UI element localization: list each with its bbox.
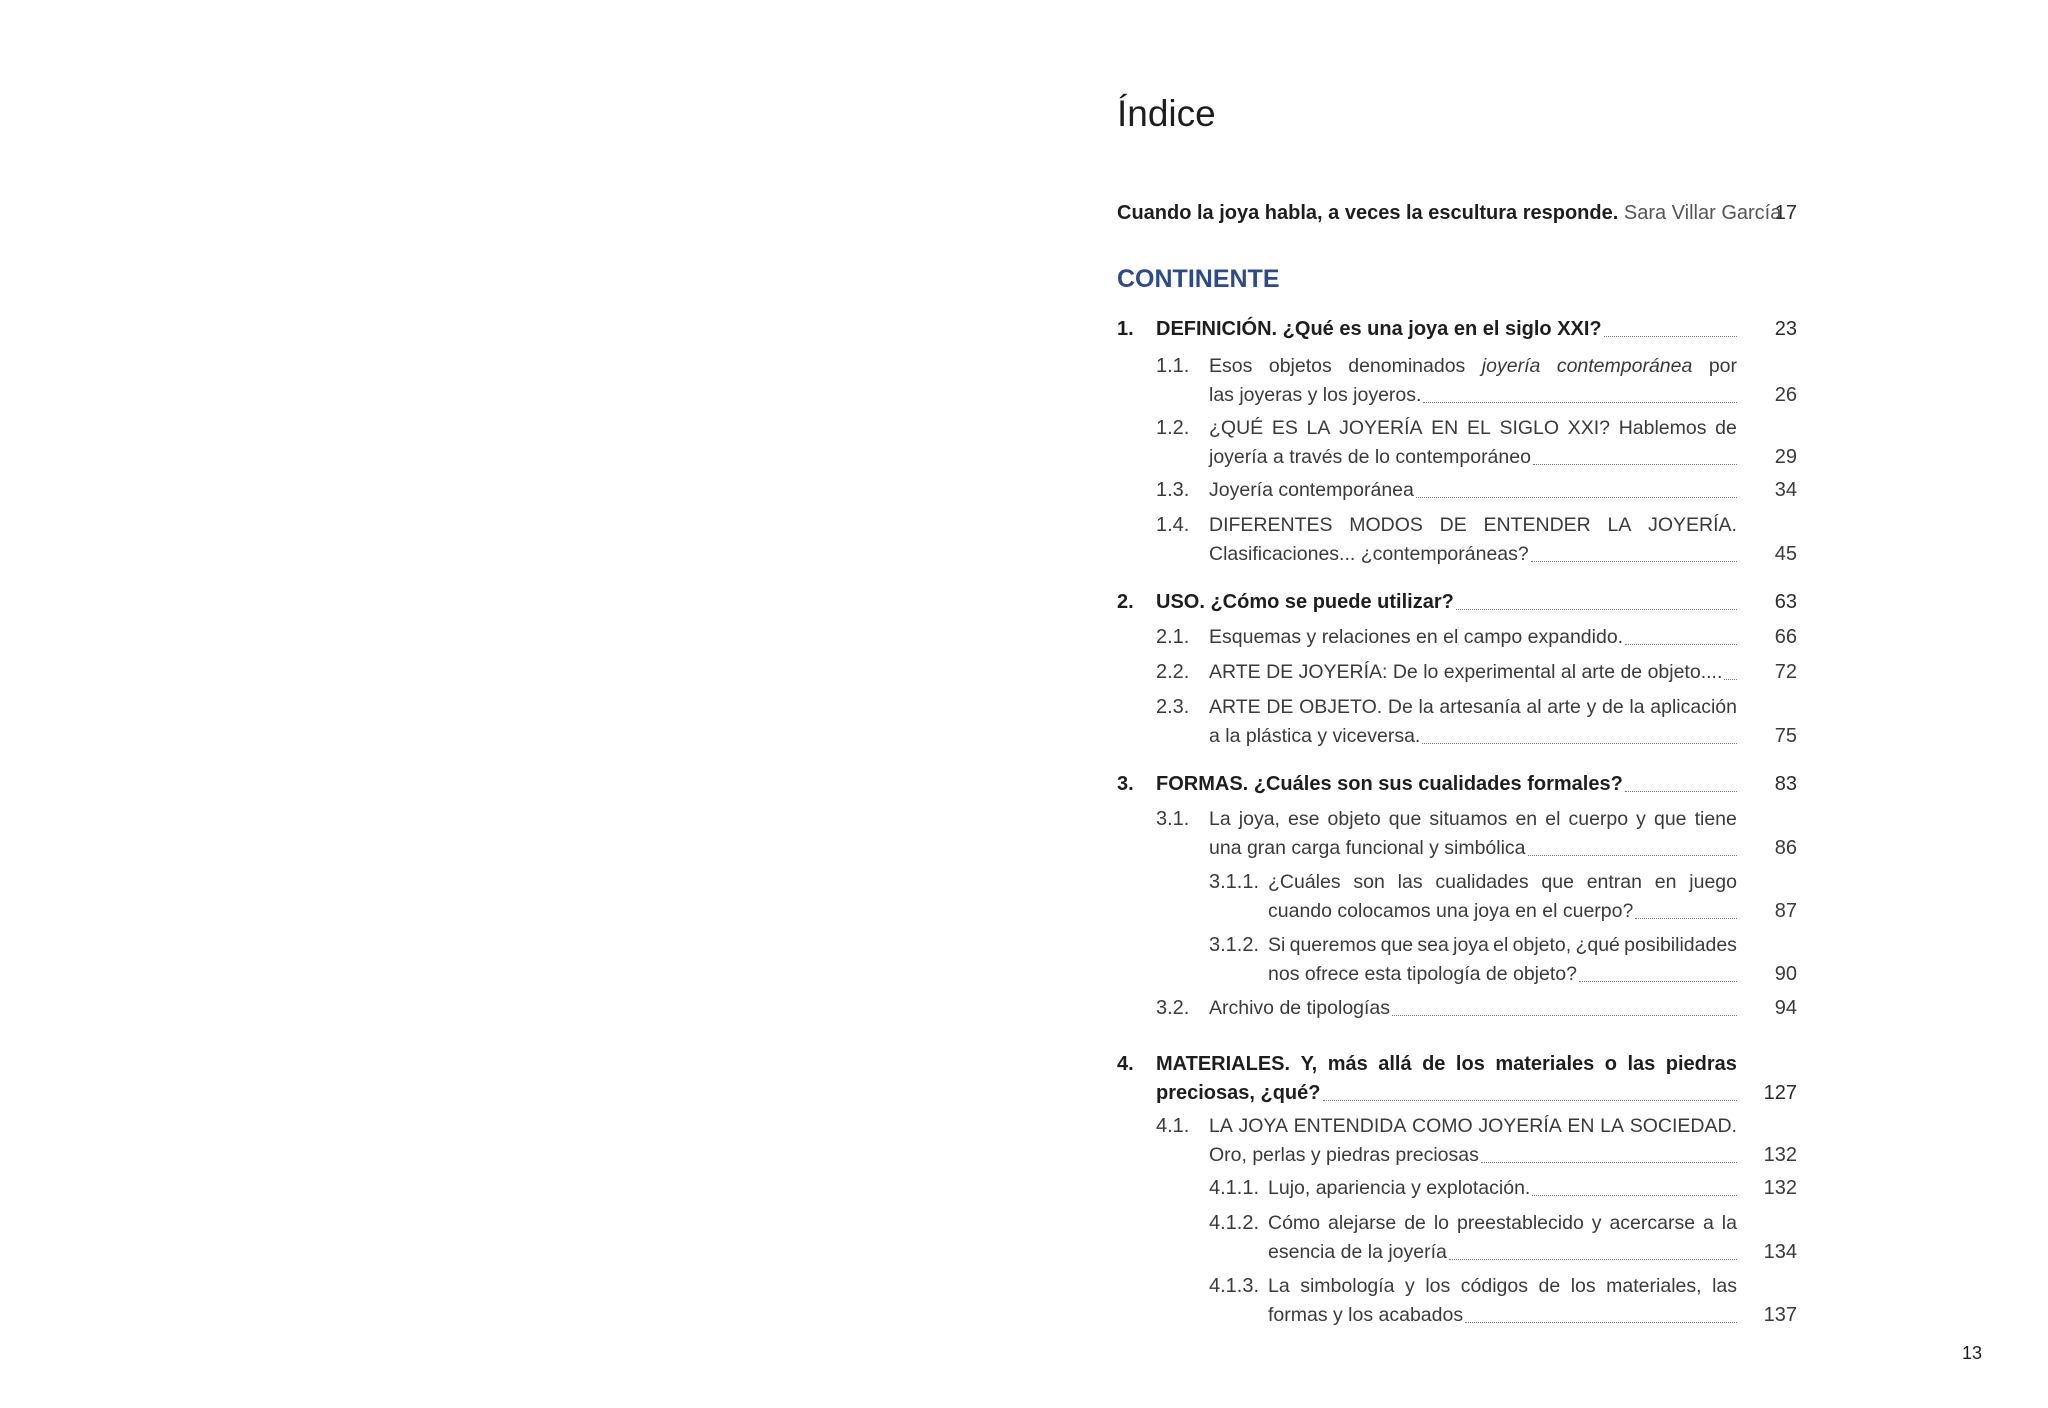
entry-title-line: La joya, ese objeto que situamos en el cuerpo y que tiene [1209, 808, 1737, 830]
entry-title [1209, 511, 1737, 569]
entry-title [1156, 315, 1737, 344]
entry-title [1156, 588, 1737, 617]
entry-number: 4. [1117, 1053, 1134, 1075]
entry-number: 3. [1117, 773, 1134, 795]
entry-number: 4.1. [1156, 1115, 1190, 1137]
entry-number: 3.2. [1156, 997, 1190, 1019]
entry-page-number: 137 [1763, 1304, 1797, 1326]
entry-page-number: 75 [1774, 725, 1797, 747]
entry-title-line: FORMAS. ¿Cuáles son sus cualidades formales? [1156, 770, 1737, 799]
entry-page-number: 94 [1774, 997, 1797, 1019]
leader-dots [1579, 980, 1737, 982]
entry-title [1209, 994, 1737, 1023]
entry-title-line: Archivo de tipologías [1209, 994, 1737, 1023]
entry-number: 4.1.3. [1209, 1275, 1260, 1297]
entry-title-line: ¿QUÉ ES LA JOYERÍA EN EL SIGLO XXI? Hablemos de [1209, 417, 1737, 439]
entry-title [1209, 414, 1737, 472]
entry-page-number: 83 [1774, 773, 1797, 795]
leader-dots [1625, 643, 1737, 645]
entry-title-line: nos ofrece esta tipología de objeto? [1268, 960, 1737, 989]
entry-number: 2.2. [1156, 661, 1190, 683]
leader-dots [1533, 463, 1737, 465]
entry-title-line: esencia de la joyería [1268, 1238, 1737, 1267]
entry-title-line: Joyería contemporánea [1209, 476, 1737, 505]
entry-page-number: 132 [1763, 1177, 1797, 1199]
leader-dots [1635, 917, 1737, 919]
table-of-contents [1117, 0, 1797, 1408]
entry-title-line: Cómo alejarse de lo preestablecido y acercarse a la [1268, 1212, 1737, 1234]
entry-title-line: Si queremos que sea joya el objeto, ¿qué posibilidades [1268, 934, 1737, 956]
entry-title-line: joyería a través de lo contemporáneo [1209, 443, 1737, 472]
entry-title [1209, 352, 1737, 410]
entry-title-line: La simbología y los códigos de los materiales, las [1268, 1275, 1737, 1297]
entry-title [1268, 1209, 1737, 1267]
entry-title-line: Esquemas y relaciones en el campo expandido. [1209, 623, 1737, 652]
entry-number: 2.3. [1156, 696, 1190, 718]
entry-title-line: Oro, perlas y piedras preciosas [1209, 1141, 1737, 1170]
entry-title [1156, 1050, 1737, 1108]
entry-title-line: preciosas, ¿qué? [1156, 1079, 1737, 1108]
entry-title [1209, 476, 1737, 505]
leader-dots [1456, 608, 1737, 610]
entry-number: 1.1. [1156, 355, 1190, 377]
leader-dots [1481, 1161, 1737, 1163]
entry-title-line: Clasificaciones... ¿contemporáneas? [1209, 540, 1737, 569]
entry-title-line: una gran carga funcional y simbólica [1209, 834, 1737, 863]
entry-title [1209, 805, 1737, 863]
entry-title-line: DEFINICIÓN. ¿Qué es una joya en el siglo XXI? [1156, 315, 1737, 344]
entry-page-number: 29 [1774, 446, 1797, 468]
leader-dots [1422, 742, 1737, 744]
entry-title-line: las joyeras y los joyeros. [1209, 381, 1737, 410]
page-number: 13 [1962, 1343, 1983, 1363]
leader-dots [1532, 1194, 1737, 1196]
entry-title-line: a la plástica y viceversa. [1209, 722, 1737, 751]
entry-page-number: 45 [1774, 543, 1797, 565]
entry-page-number: 63 [1774, 591, 1797, 613]
entry-title-line: USO. ¿Cómo se puede utilizar? [1156, 588, 1737, 617]
intro-title: Cuando la joya habla, a veces la escultura responde. [1117, 202, 1619, 224]
leader-dots [1465, 1321, 1737, 1323]
entry-title-line: formas y los acabados [1268, 1301, 1737, 1330]
entry-title [1209, 1112, 1737, 1170]
leader-dots [1531, 560, 1737, 562]
leader-dots [1449, 1258, 1737, 1260]
entry-title [1268, 868, 1737, 926]
entry-number: 4.1.2. [1209, 1212, 1260, 1234]
entry-number: 1.3. [1156, 479, 1190, 501]
entry-page-number: 72 [1774, 661, 1797, 683]
entry-title [1268, 1174, 1737, 1203]
entry-title [1156, 770, 1737, 799]
entry-page-number: 127 [1763, 1082, 1797, 1104]
entry-title-line: LA JOYA ENTENDIDA COMO JOYERÍA EN LA SOCIEDAD. [1209, 1115, 1737, 1137]
entry-title-line: ¿Cuáles son las cualidades que entran en juego [1268, 871, 1737, 893]
entry-number: 2.1. [1156, 626, 1190, 648]
entry-page-number: 134 [1763, 1241, 1797, 1263]
section-heading: CONTINENTE [1117, 265, 1280, 293]
entry-page-number: 26 [1774, 384, 1797, 406]
leader-dots [1392, 1014, 1737, 1016]
entry-number: 4.1.1. [1209, 1177, 1260, 1199]
entry-title [1209, 623, 1737, 652]
leader-dots [1323, 1099, 1738, 1101]
entry-page-number: 86 [1774, 837, 1797, 859]
entry-page-number: 90 [1774, 963, 1797, 985]
entry-number: 3.1.2. [1209, 934, 1260, 956]
entry-title-line: Esos objetos denominados joyería contemporánea por [1209, 355, 1737, 377]
entry-number: 2. [1117, 591, 1134, 613]
entry-title [1268, 1272, 1737, 1330]
entry-number: 3.1.1. [1209, 871, 1260, 893]
entry-page-number: 87 [1774, 900, 1797, 922]
entry-title [1209, 693, 1737, 751]
page-title: Índice [1117, 93, 1216, 134]
entry-title-line: ARTE DE JOYERÍA: De lo experimental al arte de objeto.... [1209, 658, 1737, 687]
entry-page-number: 132 [1763, 1144, 1797, 1166]
leader-dots [1528, 854, 1737, 856]
entry-title-line: DIFERENTES MODOS DE ENTENDER LA JOYERÍA. [1209, 514, 1737, 536]
entry-title-line: MATERIALES. Y, más allá de los materiales o las piedras [1156, 1053, 1737, 1075]
entry-page-number: 34 [1774, 479, 1797, 501]
entry-number: 1.4. [1156, 514, 1190, 536]
leader-dots [1423, 401, 1737, 403]
leader-dots [1625, 790, 1737, 792]
entry-title [1268, 931, 1737, 989]
entry-title-line: Lujo, apariencia y explotación. [1268, 1174, 1737, 1203]
leader-dots [1724, 678, 1737, 680]
intro-author: Sara Villar García [1623, 202, 1782, 224]
entry-title [1209, 658, 1737, 687]
leader-dots [1416, 496, 1737, 498]
entry-number: 3.1. [1156, 808, 1190, 830]
entry-page-number: 23 [1774, 318, 1797, 340]
entry-page-number: 66 [1774, 626, 1797, 648]
entry-title-line: cuando colocamos una joya en el cuerpo? [1268, 897, 1737, 926]
entry-number: 1.2. [1156, 417, 1190, 439]
leader-dots [1604, 335, 1737, 337]
entry-title-line: ARTE DE OBJETO. De la artesanía al arte y de la aplicación [1209, 696, 1737, 718]
intro-page: 17 [1774, 202, 1797, 224]
entry-number: 1. [1117, 318, 1134, 340]
